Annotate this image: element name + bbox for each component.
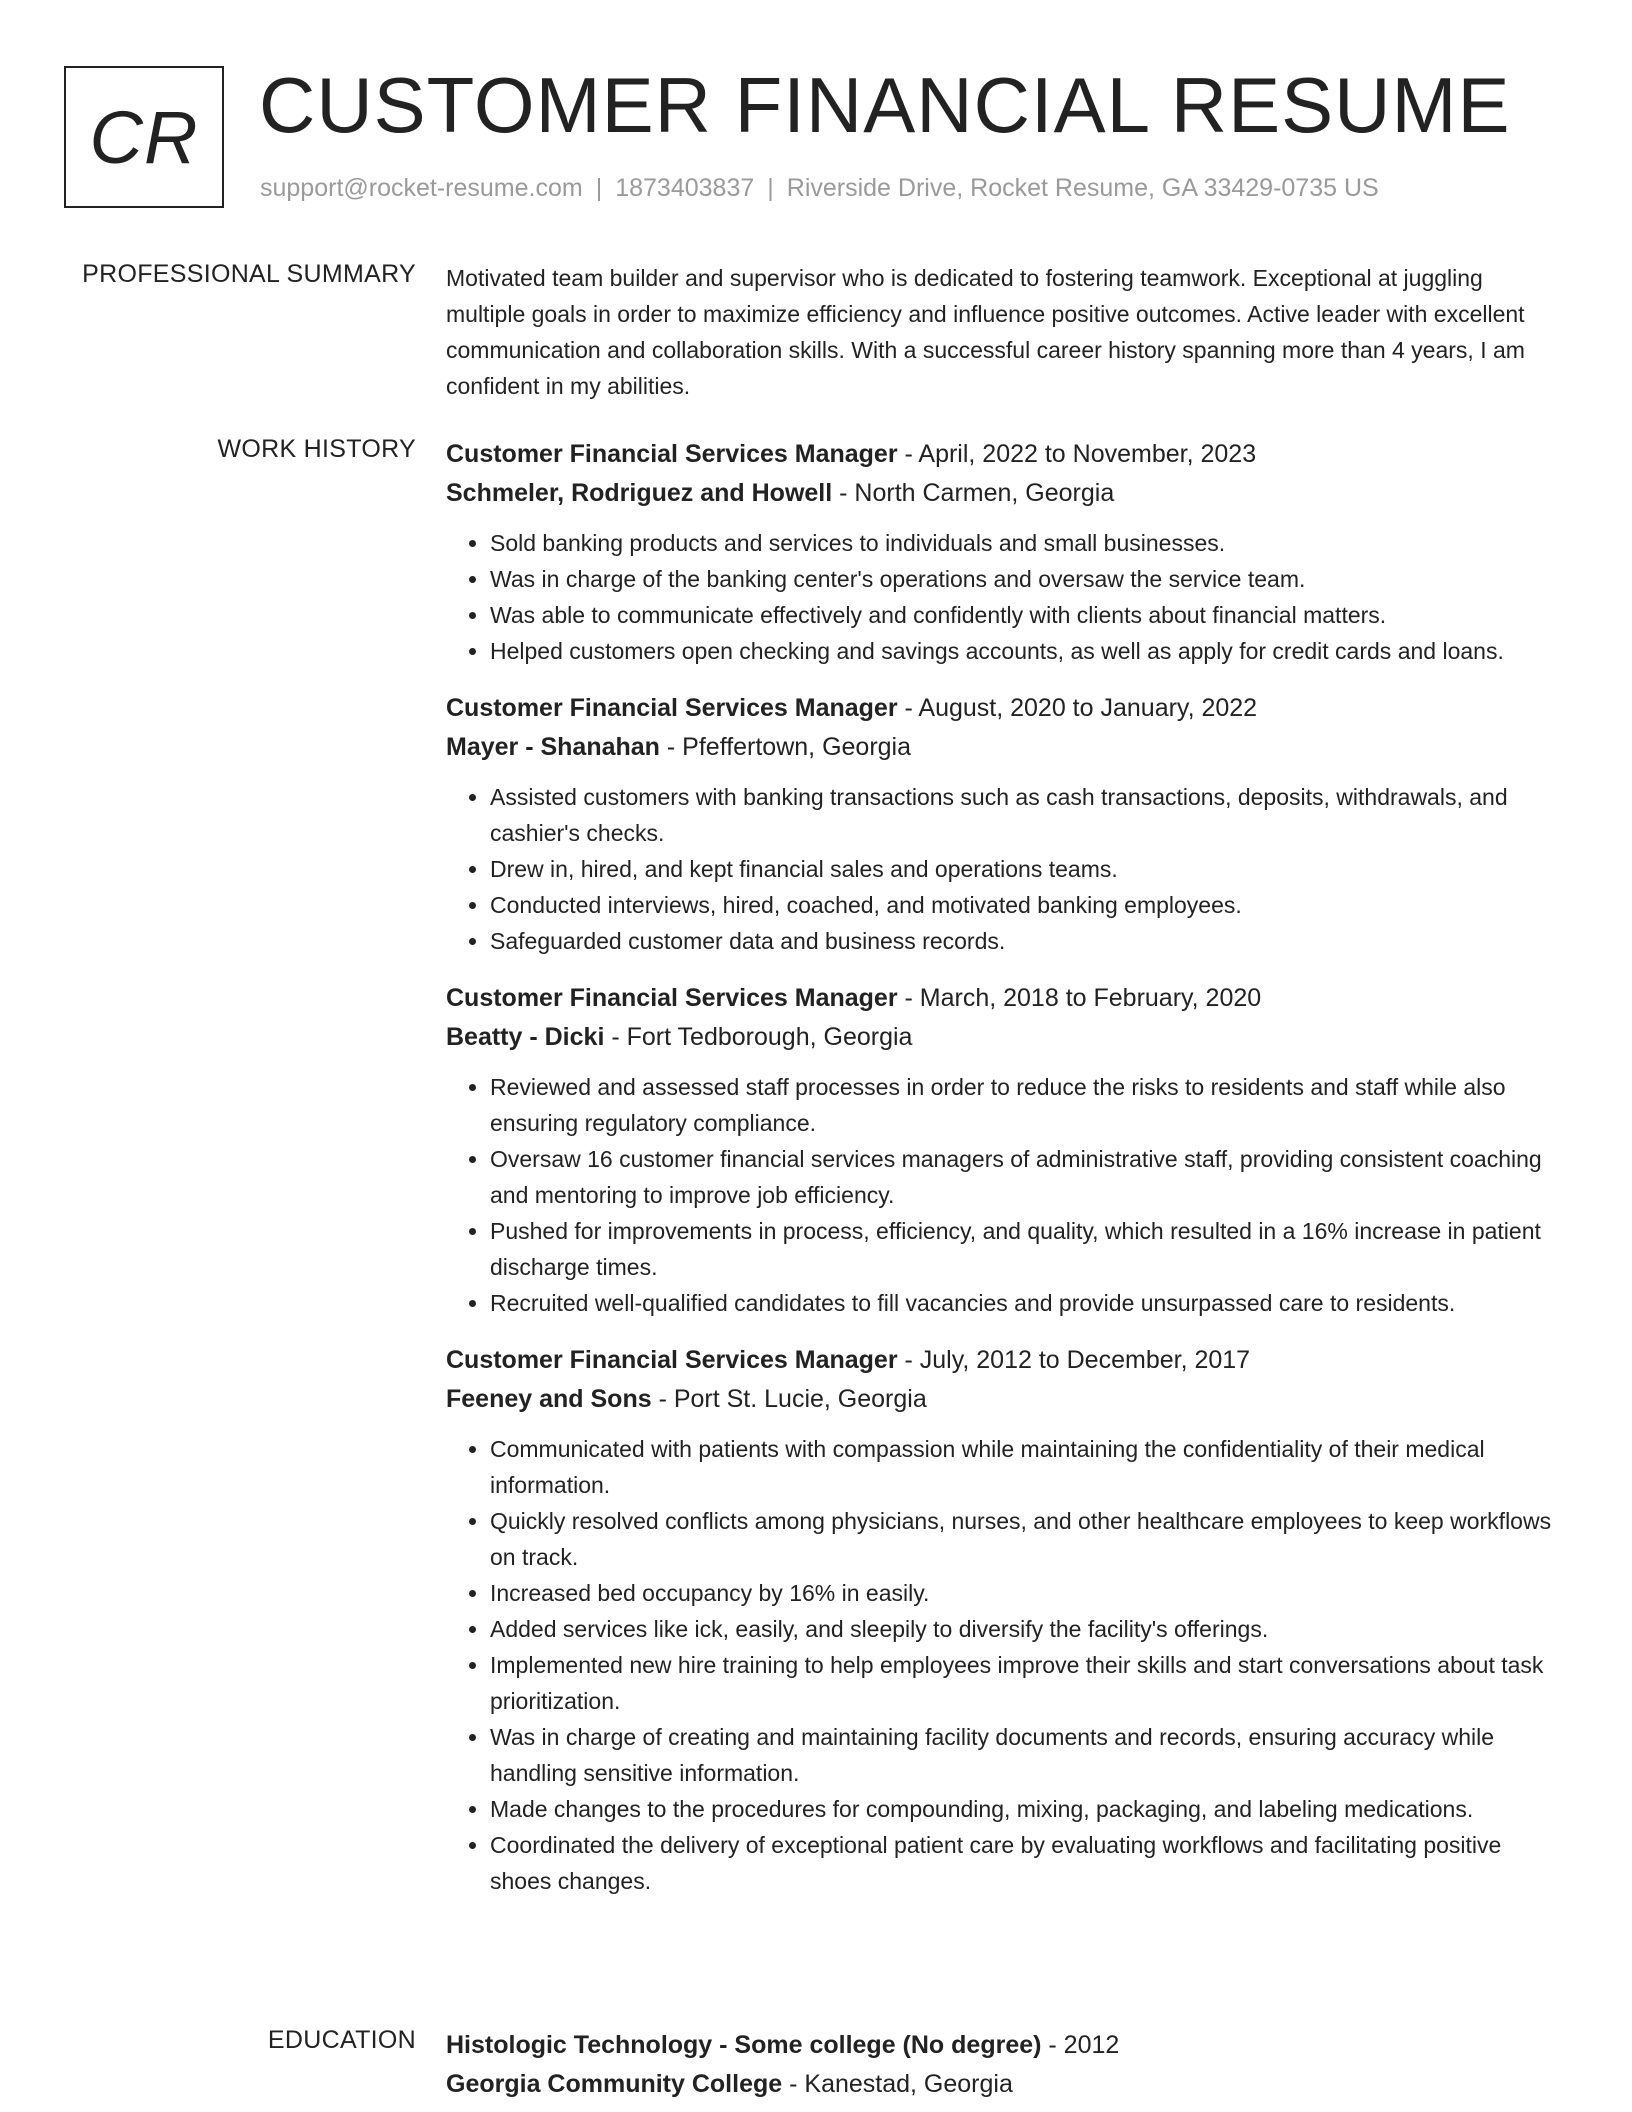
job-bullets [446,1431,1566,1899]
section-label-summary: PROFESSIONAL SUMMARY [82,260,416,288]
job-bullet: • Reviewed and assessed staff processes in order to reduce the risks to residents and staff while also ensuring regulatory compliance. [490,1069,1566,1141]
summary-text: Motivated team builder and supervisor who is dedicated to fostering teamwork. Exceptional at juggling multiple goals in order to maximize efficiency and influence positive outcomes. Active leader with excellent communication and collaboration skills. With a successful career history spanning more than 4 years, I am confident in my abilities. [446,265,1525,399]
contact-line [260,174,1379,203]
education-year: - 2012 [1041,2031,1120,2059]
job-bullet: • Was in charge of the banking center's operations and oversaw the service team. [490,561,1566,597]
job-bullet: • Added services like ick, easily, and sleepily to diversify the facility's offerings. [490,1611,1566,1647]
contact-separator: | [767,174,774,202]
education-school-line [446,2065,1566,2104]
job-company: Feeney and Sons [446,1385,652,1413]
job-bullets [446,525,1566,669]
job-company-line [446,474,1566,513]
monogram-logo: CR [64,66,224,208]
job-bullet: • Sold banking products and services to individuals and small businesses. [490,525,1566,561]
section-label-work-history: WORK HISTORY [217,435,416,463]
job-bullet: • Was able to communicate effectively and confidently with clients about financial matters. [490,597,1566,633]
education-location: - Kanestad, Georgia [782,2070,1013,2098]
education-school: Georgia Community College [446,2070,783,2098]
job-bullet: • Was in charge of creating and maintaining facility documents and records, ensuring accuracy while handling sensitive information. [490,1719,1566,1791]
job-title-line [446,689,1566,728]
job-bullet: • Implemented new hire training to help employees improve their skills and start conversations about task prioritization. [490,1647,1566,1719]
job-dates: - August, 2020 to January, 2022 [897,694,1258,722]
contact-phone: 1873403837 [615,174,755,202]
job-bullet: • Drew in, hired, and kept financial sales and operations teams. [490,851,1566,887]
job-company: Beatty - Dicki [446,1023,605,1051]
job-dates: - July, 2012 to December, 2017 [897,1346,1251,1374]
job-location: - Fort Tedborough, Georgia [604,1023,913,1051]
section-label-education: EDUCATION [267,2026,416,2054]
job-bullet: • Helped customers open checking and savings accounts, as well as apply for credit cards and loans. [490,633,1566,669]
job-entry [446,689,1566,959]
job-bullet: • Conducted interviews, hired, coached, and motivated banking employees. [490,887,1566,923]
job-company-line [446,728,1566,767]
job-bullet: • Safeguarded customer data and business records. [490,923,1566,959]
job-entry [446,979,1566,1321]
job-company-line [446,1018,1566,1057]
job-title: Customer Financial Services Manager [446,1346,898,1374]
job-bullet: • Assisted customers with banking transactions such as cash transactions, deposits, withdrawals, and cashier's checks. [490,779,1566,851]
job-bullet: • Pushed for improvements in process, efficiency, and quality, which resulted in a 16% increase in patient discharge times. [490,1213,1566,1285]
job-bullet: • Communicated with patients with compassion while maintaining the confidentiality of their medical information. [490,1431,1566,1503]
contact-email: support@rocket-resume.com [260,174,583,202]
education-degree-line [446,2026,1566,2065]
resume-title: CUSTOMER FINANCIAL RESUME [259,61,1511,149]
job-title-line [446,1341,1566,1380]
resume-header [64,61,1584,216]
job-title: Customer Financial Services Manager [446,984,898,1012]
job-bullets [446,1069,1566,1321]
job-bullet: • Increased bed occupancy by 16% in easily. [490,1575,1566,1611]
job-location: - North Carmen, Georgia [832,479,1115,507]
job-bullet: • Oversaw 16 customer financial services managers of administrative staff, providing consistent coaching and mentoring to improve job efficiency. [490,1141,1566,1213]
job-title-line [446,979,1566,1018]
education-degree: Histologic Technology - Some college (No degree) [446,2031,1042,2059]
job-entry [446,1341,1566,1899]
job-company: Schmeler, Rodriguez and Howell [446,479,833,507]
job-location: - Pfeffertown, Georgia [659,733,912,761]
job-bullet: • Quickly resolved conflicts among physicians, nurses, and other healthcare employees to keep workflows on track. [490,1503,1566,1575]
job-entry [446,435,1566,669]
job-company-line [446,1380,1566,1419]
job-bullet: • Made changes to the procedures for compounding, mixing, packaging, and labeling medications. [490,1791,1566,1827]
job-company: Mayer - Shanahan [446,733,660,761]
job-dates: - April, 2022 to November, 2023 [897,440,1257,468]
job-location: - Port St. Lucie, Georgia [651,1385,927,1413]
job-title-line [446,435,1566,474]
job-title: Customer Financial Services Manager [446,440,898,468]
job-dates: - March, 2018 to February, 2020 [897,984,1262,1012]
job-bullets [446,779,1566,959]
job-bullet: • Recruited well-qualified candidates to fill vacancies and provide unsurpassed care to residents. [490,1285,1566,1321]
contact-address: Riverside Drive, Rocket Resume, GA 33429-0735 US [786,174,1379,202]
contact-separator: | [595,174,603,202]
job-bullet: • Coordinated the delivery of exceptional patient care by evaluating workflows and facilitating positive shoes changes. [490,1827,1566,1899]
job-title: Customer Financial Services Manager [446,694,898,722]
